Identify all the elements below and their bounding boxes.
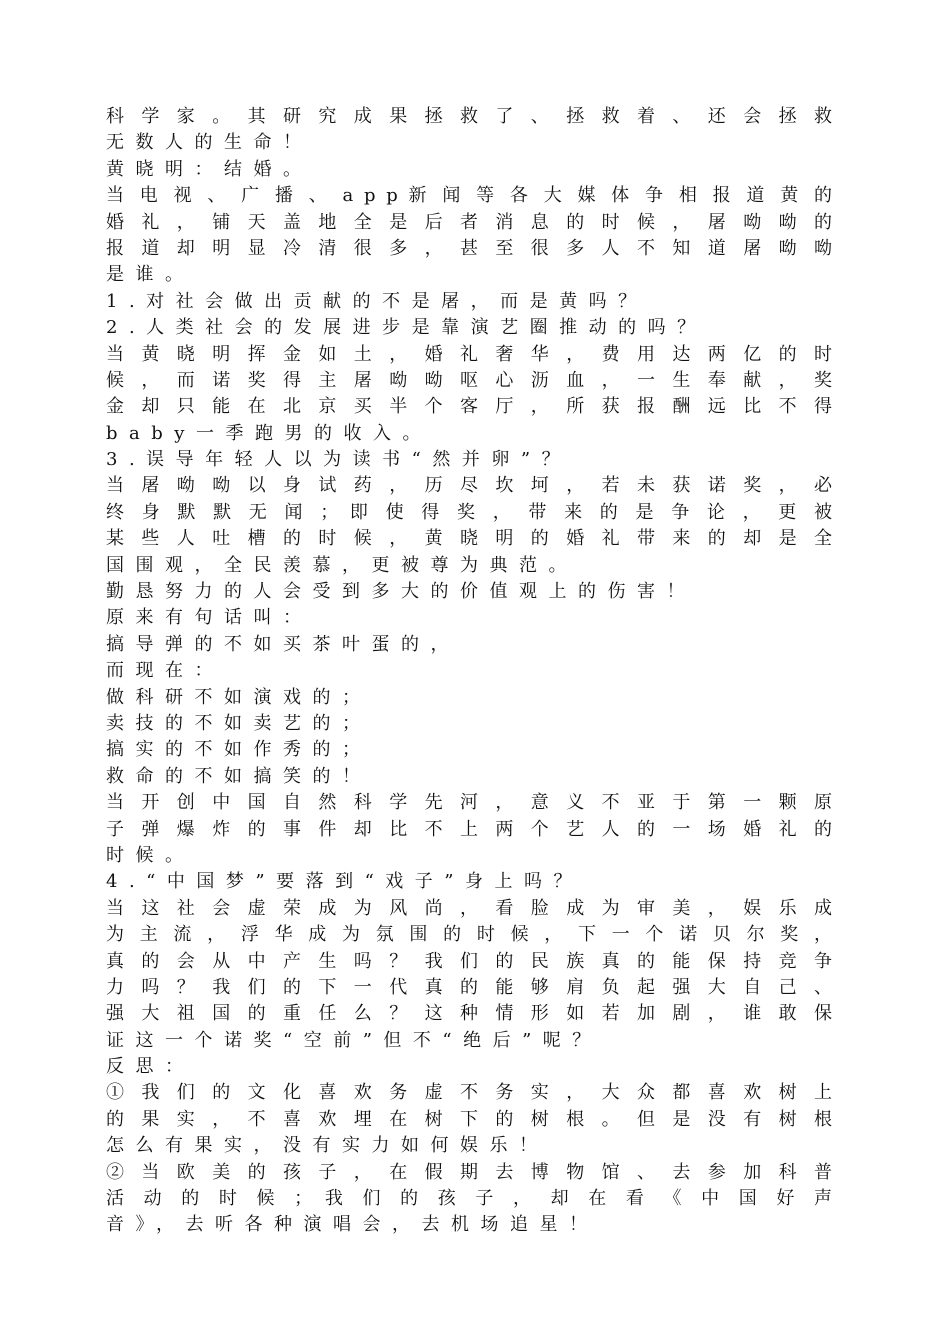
text-line: 当 这 社 会 虚 荣 成 为 风 尚 ， 看 脸 成 为 审 美 ， 娱 乐 成 <box>106 897 832 919</box>
text-line: 报 道 却 明 显 冷 清 很 多 ， 甚 至 很 多 人 不 知 道 屠 呦 呦 <box>106 237 832 259</box>
text-line: 证这一个诺奖“空前”但不“绝后”呢？ <box>106 1029 602 1051</box>
text-line: 怎么有果实，没有实力如何娱乐！ <box>106 1135 549 1157</box>
text-line: 是谁。 <box>106 264 195 286</box>
text-line: 国围观，全民羡慕，更被尊为典范。 <box>106 554 578 576</box>
text-line: 终 身 默 默 无 闻 ； 即 使 得 奖 ， 带 来 的 是 争 论 ， 更 被 <box>106 501 832 523</box>
text-line: 音》，去听各种演唱会，去机场追星！ <box>106 1214 599 1236</box>
text-line: 黄晓明：结婚。 <box>106 158 313 180</box>
text-line: 的 果 实 ， 不 喜 欢 埋 在 树 下 的 树 根 。 但 是 没 有 树 根 <box>106 1108 832 1130</box>
text-line: 而现在： <box>106 660 224 682</box>
text-line: 4.“中国梦”要落到“戏子”身上吗？ <box>106 871 583 893</box>
text-line: 力 吗 ？ 我 们 的 下 一 代 真 的 能 够 肩 负 起 强 大 自 己 、 <box>106 976 832 998</box>
text-line: 当 屠 呦 呦 以 身 试 药 ， 历 尽 坎 坷 ， 若 未 获 诺 奖 ， 必 <box>106 475 832 497</box>
text-line: 无数人的生命！ <box>106 132 313 154</box>
text-line: 活 动 的 时 候 ； 我 们 的 孩 子 ， 却 在 看 《 中 国 好 声 <box>106 1188 832 1210</box>
text-line: ① 我 们 的 文 化 喜 欢 务 虚 不 务 实 ， 大 众 都 喜 欢 树 上 <box>106 1082 832 1104</box>
text-line: 子 弹 爆 炸 的 事 件 却 比 不 上 两 个 艺 人 的 一 场 婚 礼 的 <box>106 818 832 840</box>
text-line: 候 ， 而 诺 奖 得 主 屠 呦 呦 呕 心 沥 血 ， 一 生 奉 献 ， 奖 <box>106 369 832 391</box>
text-line: 1.对社会做出贡献的不是屠，而是黄吗？ <box>106 290 648 312</box>
text-line: 做科研不如演戏的； <box>106 686 372 708</box>
text-line: 科 学 家 。 其 研 究 成 果 拯 救 了 、 拯 救 着 、 还 会 拯 救 <box>106 106 832 127</box>
text-line: 2.人类社会的发展进步是靠演艺圈推动的吗？ <box>106 317 707 339</box>
text-line: 当 黄 晓 明 挥 金 如 土 ， 婚 礼 奢 华 ， 费 用 达 两 亿 的 时 <box>106 343 832 365</box>
text-line: 勤恳努力的人会受到多大的价值观上的伤害！ <box>106 581 696 603</box>
text-line: 救命的不如搞笑的！ <box>106 765 372 787</box>
text-line: baby一季跑男的收入。 <box>106 422 432 444</box>
text-line: 婚 礼 ， 铺 天 盖 地 全 是 后 者 消 息 的 时 候 ， 屠 呦 呦 的 <box>106 211 832 233</box>
text-line: 搞实的不如作秀的； <box>106 739 372 761</box>
text-line: 反思： <box>106 1056 195 1078</box>
text-line: 当 开 创 中 国 自 然 科 学 先 河 ， 意 义 不 亚 于 第 一 颗 原 <box>106 792 832 814</box>
text-line: 时候。 <box>106 844 195 866</box>
text-line: 3.误导年轻人以为读书“然并卵”？ <box>106 449 572 471</box>
text-line: 搞导弹的不如买茶叶蛋的， <box>106 633 460 655</box>
text-line: 为 主 流 ， 浮 华 成 为 氛 围 的 时 候 ， 下 一 个 诺 贝 尔 奖 ， <box>106 924 832 946</box>
text-line: 强 大 祖 国 的 重 任 么 ？ 这 种 情 形 如 若 加 剧 ， 谁 敢 保 <box>106 1003 832 1025</box>
text-line: 金 却 只 能 在 北 京 买 半 个 客 厅 ， 所 获 报 酬 远 比 不 得 <box>106 396 832 418</box>
text-line: 原来有句话叫： <box>106 607 313 629</box>
text-line: 真 的 会 从 中 产 生 吗 ？ 我 们 的 民 族 真 的 能 保 持 竞 争 <box>106 950 832 972</box>
text-line: 当 电 视 、 广 播 、 a p p 新 闻 等 各 大 媒 体 争 相 报 道 黄 的 <box>106 185 832 207</box>
text-line: ② 当 欧 美 的 孩 子 ， 在 假 期 去 博 物 馆 、 去 参 加 科 普 <box>106 1161 832 1183</box>
text-line: 某 些 人 吐 槽 的 时 候 ， 黄 晓 明 的 婚 礼 带 来 的 却 是 全 <box>106 528 832 550</box>
document-page <box>106 104 832 1239</box>
text-line: 卖技的不如卖艺的； <box>106 712 372 734</box>
